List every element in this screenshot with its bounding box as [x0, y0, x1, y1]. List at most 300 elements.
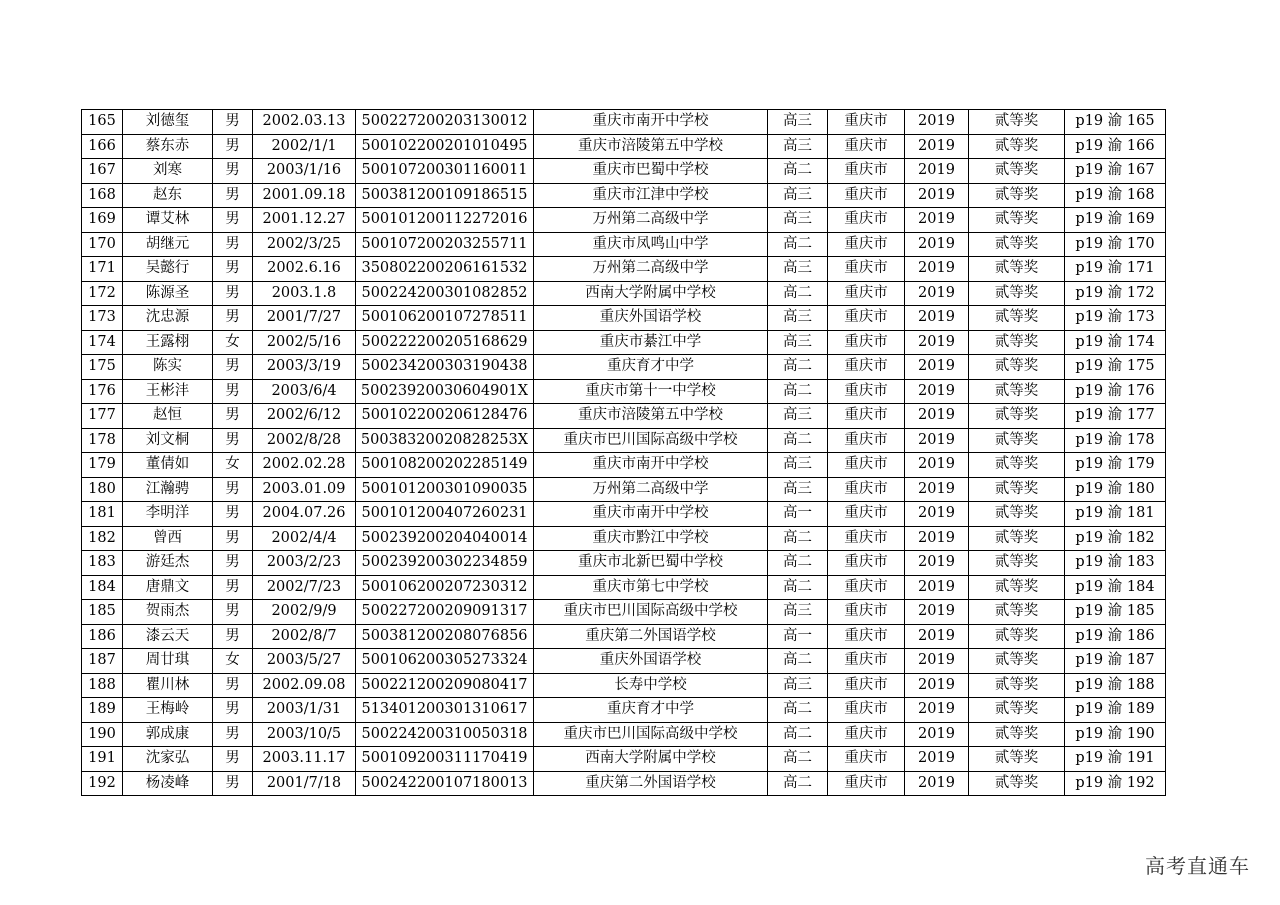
cell-city: 重庆市	[828, 257, 905, 282]
cell-name: 瞿川林	[123, 673, 213, 698]
cell-city: 重庆市	[828, 698, 905, 723]
table-row	[82, 257, 1166, 282]
cell-id-number: 500107200203255711	[356, 232, 534, 257]
cell-city: 重庆市	[828, 722, 905, 747]
cell-gender: 女	[213, 453, 253, 478]
cell-certificate-number: p19 渝 189	[1065, 698, 1166, 723]
cell-certificate-number: p19 渝 175	[1065, 355, 1166, 380]
cell-gender: 男	[213, 771, 253, 796]
table-row	[82, 673, 1166, 698]
cell-birth-date: 2002.03.13	[253, 110, 356, 135]
cell-grade: 高二	[768, 771, 828, 796]
table-row	[82, 649, 1166, 674]
cell-gender: 男	[213, 379, 253, 404]
cell-gender: 女	[213, 330, 253, 355]
cell-certificate-number: p19 渝 188	[1065, 673, 1166, 698]
cell-id-number: 500107200301160011	[356, 159, 534, 184]
cell-id-number: 500109200311170419	[356, 747, 534, 772]
table-row	[82, 183, 1166, 208]
cell-year: 2019	[905, 232, 969, 257]
cell-award-level: 贰等奖	[969, 404, 1065, 429]
cell-birth-date: 2003/10/5	[253, 722, 356, 747]
cell-award-level: 贰等奖	[969, 551, 1065, 576]
cell-grade: 高二	[768, 747, 828, 772]
cell-gender: 男	[213, 110, 253, 135]
cell-id-number: 500227200203130012	[356, 110, 534, 135]
cell-gender: 男	[213, 208, 253, 233]
cell-city: 重庆市	[828, 575, 905, 600]
cell-certificate-number: p19 渝 183	[1065, 551, 1166, 576]
cell-award-level: 贰等奖	[969, 526, 1065, 551]
cell-gender: 男	[213, 306, 253, 331]
cell-certificate-number: p19 渝 184	[1065, 575, 1166, 600]
cell-name: 周廿琪	[123, 649, 213, 674]
cell-school: 重庆市巴川国际高级中学校	[534, 428, 768, 453]
cell-city: 重庆市	[828, 110, 905, 135]
cell-birth-date: 2001/7/27	[253, 306, 356, 331]
cell-grade: 高二	[768, 428, 828, 453]
cell-certificate-number: p19 渝 179	[1065, 453, 1166, 478]
cell-birth-date: 2002/9/9	[253, 600, 356, 625]
cell-row-number: 188	[82, 673, 123, 698]
cell-city: 重庆市	[828, 183, 905, 208]
cell-year: 2019	[905, 698, 969, 723]
cell-year: 2019	[905, 281, 969, 306]
cell-birth-date: 2003.1.8	[253, 281, 356, 306]
cell-gender: 男	[213, 257, 253, 282]
cell-school: 重庆市南开中学校	[534, 502, 768, 527]
cell-grade: 高二	[768, 575, 828, 600]
cell-birth-date: 2002/6/12	[253, 404, 356, 429]
cell-name: 杨凌峰	[123, 771, 213, 796]
table-row	[82, 110, 1166, 135]
cell-row-number: 183	[82, 551, 123, 576]
cell-name: 刘德玺	[123, 110, 213, 135]
cell-grade: 高二	[768, 526, 828, 551]
cell-row-number: 166	[82, 134, 123, 159]
cell-birth-date: 2003/5/27	[253, 649, 356, 674]
cell-id-number: 500101200407260231	[356, 502, 534, 527]
cell-name: 江瀚骋	[123, 477, 213, 502]
cell-id-number: 500242200107180013	[356, 771, 534, 796]
cell-id-number: 500108200202285149	[356, 453, 534, 478]
cell-id-number: 500106200107278511	[356, 306, 534, 331]
cell-city: 重庆市	[828, 453, 905, 478]
cell-school: 重庆第二外国语学校	[534, 624, 768, 649]
cell-school: 重庆市綦江中学	[534, 330, 768, 355]
cell-grade: 高三	[768, 306, 828, 331]
cell-grade: 高三	[768, 453, 828, 478]
cell-row-number: 172	[82, 281, 123, 306]
cell-school: 重庆市黔江中学校	[534, 526, 768, 551]
cell-grade: 高三	[768, 257, 828, 282]
cell-city: 重庆市	[828, 404, 905, 429]
cell-school: 重庆市江津中学校	[534, 183, 768, 208]
cell-row-number: 168	[82, 183, 123, 208]
cell-row-number: 190	[82, 722, 123, 747]
cell-row-number: 180	[82, 477, 123, 502]
cell-grade: 高二	[768, 379, 828, 404]
cell-birth-date: 2003/6/4	[253, 379, 356, 404]
table-row	[82, 575, 1166, 600]
cell-gender: 男	[213, 600, 253, 625]
table-row	[82, 771, 1166, 796]
cell-gender: 男	[213, 232, 253, 257]
cell-award-level: 贰等奖	[969, 453, 1065, 478]
cell-row-number: 184	[82, 575, 123, 600]
cell-name: 郭成康	[123, 722, 213, 747]
cell-gender: 男	[213, 624, 253, 649]
cell-row-number: 192	[82, 771, 123, 796]
cell-school: 重庆市巴蜀中学校	[534, 159, 768, 184]
cell-gender: 男	[213, 502, 253, 527]
cell-birth-date: 2002/3/25	[253, 232, 356, 257]
cell-award-level: 贰等奖	[969, 649, 1065, 674]
cell-school: 重庆市巴川国际高级中学校	[534, 722, 768, 747]
cell-award-level: 贰等奖	[969, 183, 1065, 208]
cell-row-number: 185	[82, 600, 123, 625]
cell-certificate-number: p19 渝 185	[1065, 600, 1166, 625]
cell-id-number: 500239200204040014	[356, 526, 534, 551]
cell-gender: 女	[213, 649, 253, 674]
cell-city: 重庆市	[828, 771, 905, 796]
cell-certificate-number: p19 渝 180	[1065, 477, 1166, 502]
cell-school: 重庆市第十一中学校	[534, 379, 768, 404]
cell-award-level: 贰等奖	[969, 673, 1065, 698]
cell-row-number: 175	[82, 355, 123, 380]
cell-year: 2019	[905, 453, 969, 478]
cell-grade: 高二	[768, 722, 828, 747]
watermark-text: 高考直通车	[1145, 854, 1250, 878]
cell-name: 胡继元	[123, 232, 213, 257]
cell-id-number: 500101200112272016	[356, 208, 534, 233]
cell-award-level: 贰等奖	[969, 575, 1065, 600]
table-row	[82, 306, 1166, 331]
cell-id-number: 500101200301090035	[356, 477, 534, 502]
cell-birth-date: 2001.12.27	[253, 208, 356, 233]
cell-gender: 男	[213, 673, 253, 698]
cell-id-number: 500222200205168629	[356, 330, 534, 355]
cell-birth-date: 2002.6.16	[253, 257, 356, 282]
cell-id-number: 500381200109186515	[356, 183, 534, 208]
table-row	[82, 526, 1166, 551]
cell-award-level: 贰等奖	[969, 722, 1065, 747]
cell-award-level: 贰等奖	[969, 281, 1065, 306]
cell-school: 重庆市南开中学校	[534, 453, 768, 478]
table-row	[82, 551, 1166, 576]
cell-school: 重庆市第七中学校	[534, 575, 768, 600]
cell-id-number: 500106200305273324	[356, 649, 534, 674]
cell-gender: 男	[213, 526, 253, 551]
cell-grade: 高二	[768, 551, 828, 576]
cell-birth-date: 2001/7/18	[253, 771, 356, 796]
cell-birth-date: 2003.11.17	[253, 747, 356, 772]
cell-year: 2019	[905, 159, 969, 184]
cell-city: 重庆市	[828, 232, 905, 257]
cell-row-number: 176	[82, 379, 123, 404]
cell-year: 2019	[905, 747, 969, 772]
cell-grade: 高一	[768, 624, 828, 649]
cell-certificate-number: p19 渝 168	[1065, 183, 1166, 208]
cell-gender: 男	[213, 183, 253, 208]
cell-row-number: 171	[82, 257, 123, 282]
cell-id-number: 500224200310050318	[356, 722, 534, 747]
cell-name: 唐鼎文	[123, 575, 213, 600]
cell-name: 刘寒	[123, 159, 213, 184]
cell-city: 重庆市	[828, 306, 905, 331]
cell-birth-date: 2002/1/1	[253, 134, 356, 159]
cell-school: 重庆市北新巴蜀中学校	[534, 551, 768, 576]
cell-award-level: 贰等奖	[969, 306, 1065, 331]
cell-year: 2019	[905, 624, 969, 649]
cell-year: 2019	[905, 134, 969, 159]
cell-certificate-number: p19 渝 176	[1065, 379, 1166, 404]
cell-city: 重庆市	[828, 330, 905, 355]
cell-school: 重庆市巴川国际高级中学校	[534, 600, 768, 625]
table-row	[82, 379, 1166, 404]
cell-gender: 男	[213, 281, 253, 306]
cell-certificate-number: p19 渝 166	[1065, 134, 1166, 159]
cell-award-level: 贰等奖	[969, 110, 1065, 135]
cell-city: 重庆市	[828, 551, 905, 576]
cell-grade: 高二	[768, 698, 828, 723]
cell-school: 重庆市涪陵第五中学校	[534, 134, 768, 159]
cell-birth-date: 2003.01.09	[253, 477, 356, 502]
cell-gender: 男	[213, 159, 253, 184]
cell-id-number: 500381200208076856	[356, 624, 534, 649]
cell-certificate-number: p19 渝 192	[1065, 771, 1166, 796]
cell-school: 西南大学附属中学校	[534, 281, 768, 306]
cell-award-level: 贰等奖	[969, 771, 1065, 796]
cell-gender: 男	[213, 698, 253, 723]
cell-name: 董倩如	[123, 453, 213, 478]
cell-birth-date: 2003/2/23	[253, 551, 356, 576]
cell-city: 重庆市	[828, 208, 905, 233]
cell-certificate-number: p19 渝 169	[1065, 208, 1166, 233]
table-row	[82, 330, 1166, 355]
table-row	[82, 624, 1166, 649]
cell-birth-date: 2003/3/19	[253, 355, 356, 380]
cell-school: 重庆市南开中学校	[534, 110, 768, 135]
cell-award-level: 贰等奖	[969, 747, 1065, 772]
cell-certificate-number: p19 渝 191	[1065, 747, 1166, 772]
cell-school: 重庆育才中学	[534, 355, 768, 380]
cell-city: 重庆市	[828, 355, 905, 380]
cell-certificate-number: p19 渝 173	[1065, 306, 1166, 331]
cell-certificate-number: p19 渝 167	[1065, 159, 1166, 184]
cell-year: 2019	[905, 306, 969, 331]
cell-award-level: 贰等奖	[969, 502, 1065, 527]
cell-grade: 高三	[768, 673, 828, 698]
cell-school: 重庆市涪陵第五中学校	[534, 404, 768, 429]
cell-name: 赵恒	[123, 404, 213, 429]
cell-school: 重庆外国语学校	[534, 649, 768, 674]
cell-school: 重庆外国语学校	[534, 306, 768, 331]
cell-city: 重庆市	[828, 747, 905, 772]
cell-grade: 高三	[768, 208, 828, 233]
cell-school: 重庆第二外国语学校	[534, 771, 768, 796]
cell-birth-date: 2002/5/16	[253, 330, 356, 355]
cell-city: 重庆市	[828, 159, 905, 184]
table-row	[82, 355, 1166, 380]
cell-year: 2019	[905, 649, 969, 674]
cell-city: 重庆市	[828, 379, 905, 404]
cell-year: 2019	[905, 208, 969, 233]
cell-year: 2019	[905, 771, 969, 796]
cell-year: 2019	[905, 722, 969, 747]
cell-certificate-number: p19 渝 181	[1065, 502, 1166, 527]
award-list-table	[81, 109, 1166, 796]
cell-name: 李明洋	[123, 502, 213, 527]
cell-name: 曾西	[123, 526, 213, 551]
cell-grade: 高三	[768, 330, 828, 355]
table-row	[82, 698, 1166, 723]
cell-certificate-number: p19 渝 190	[1065, 722, 1166, 747]
table-row	[82, 477, 1166, 502]
cell-birth-date: 2003/1/31	[253, 698, 356, 723]
table-row	[82, 134, 1166, 159]
cell-grade: 高二	[768, 649, 828, 674]
cell-row-number: 181	[82, 502, 123, 527]
cell-certificate-number: p19 渝 187	[1065, 649, 1166, 674]
cell-city: 重庆市	[828, 502, 905, 527]
cell-row-number: 167	[82, 159, 123, 184]
cell-id-number: 500234200303190438	[356, 355, 534, 380]
cell-award-level: 贰等奖	[969, 698, 1065, 723]
cell-grade: 高三	[768, 477, 828, 502]
cell-id-number: 513401200301310617	[356, 698, 534, 723]
cell-city: 重庆市	[828, 624, 905, 649]
cell-year: 2019	[905, 526, 969, 551]
cell-year: 2019	[905, 477, 969, 502]
cell-city: 重庆市	[828, 428, 905, 453]
cell-gender: 男	[213, 747, 253, 772]
cell-city: 重庆市	[828, 477, 905, 502]
cell-school: 重庆育才中学	[534, 698, 768, 723]
cell-city: 重庆市	[828, 600, 905, 625]
cell-city: 重庆市	[828, 134, 905, 159]
cell-birth-date: 2002/8/28	[253, 428, 356, 453]
cell-birth-date: 2002/7/23	[253, 575, 356, 600]
table-row	[82, 404, 1166, 429]
cell-grade: 高三	[768, 134, 828, 159]
cell-grade: 高三	[768, 404, 828, 429]
cell-birth-date: 2004.07.26	[253, 502, 356, 527]
cell-award-level: 贰等奖	[969, 624, 1065, 649]
cell-row-number: 169	[82, 208, 123, 233]
cell-row-number: 182	[82, 526, 123, 551]
table-row	[82, 281, 1166, 306]
cell-year: 2019	[905, 575, 969, 600]
cell-gender: 男	[213, 355, 253, 380]
cell-id-number: 500239200302234859	[356, 551, 534, 576]
cell-name: 王梅岭	[123, 698, 213, 723]
cell-award-level: 贰等奖	[969, 232, 1065, 257]
cell-grade: 高二	[768, 281, 828, 306]
cell-certificate-number: p19 渝 174	[1065, 330, 1166, 355]
cell-grade: 高三	[768, 600, 828, 625]
cell-award-level: 贰等奖	[969, 134, 1065, 159]
cell-name: 刘文桐	[123, 428, 213, 453]
table-row	[82, 208, 1166, 233]
cell-name: 吴懿行	[123, 257, 213, 282]
cell-grade: 高三	[768, 110, 828, 135]
cell-name: 漆云天	[123, 624, 213, 649]
cell-gender: 男	[213, 477, 253, 502]
cell-row-number: 179	[82, 453, 123, 478]
cell-row-number: 177	[82, 404, 123, 429]
cell-id-number: 500102200206128476	[356, 404, 534, 429]
cell-year: 2019	[905, 428, 969, 453]
cell-id-number: 500221200209080417	[356, 673, 534, 698]
cell-row-number: 187	[82, 649, 123, 674]
cell-award-level: 贰等奖	[969, 208, 1065, 233]
cell-school: 万州第二高级中学	[534, 477, 768, 502]
cell-gender: 男	[213, 551, 253, 576]
cell-city: 重庆市	[828, 526, 905, 551]
cell-award-level: 贰等奖	[969, 379, 1065, 404]
cell-school: 万州第二高级中学	[534, 208, 768, 233]
cell-row-number: 173	[82, 306, 123, 331]
cell-year: 2019	[905, 330, 969, 355]
cell-year: 2019	[905, 673, 969, 698]
cell-row-number: 174	[82, 330, 123, 355]
cell-school: 万州第二高级中学	[534, 257, 768, 282]
table-row	[82, 428, 1166, 453]
cell-award-level: 贰等奖	[969, 477, 1065, 502]
cell-certificate-number: p19 渝 182	[1065, 526, 1166, 551]
cell-id-number: 500227200209091317	[356, 600, 534, 625]
cell-certificate-number: p19 渝 165	[1065, 110, 1166, 135]
cell-certificate-number: p19 渝 186	[1065, 624, 1166, 649]
table-body	[82, 110, 1166, 796]
cell-school: 长寿中学校	[534, 673, 768, 698]
cell-grade: 高二	[768, 159, 828, 184]
cell-grade: 高二	[768, 232, 828, 257]
cell-row-number: 170	[82, 232, 123, 257]
cell-row-number: 186	[82, 624, 123, 649]
cell-birth-date: 2003/1/16	[253, 159, 356, 184]
cell-id-number: 500102200201010495	[356, 134, 534, 159]
cell-year: 2019	[905, 600, 969, 625]
cell-row-number: 191	[82, 747, 123, 772]
cell-award-level: 贰等奖	[969, 257, 1065, 282]
cell-birth-date: 2002/4/4	[253, 526, 356, 551]
cell-name: 蔡东赤	[123, 134, 213, 159]
cell-gender: 男	[213, 134, 253, 159]
cell-certificate-number: p19 渝 172	[1065, 281, 1166, 306]
cell-id-number: 50023920030604901X	[356, 379, 534, 404]
cell-row-number: 178	[82, 428, 123, 453]
cell-id-number: 350802200206161532	[356, 257, 534, 282]
cell-city: 重庆市	[828, 281, 905, 306]
cell-award-level: 贰等奖	[969, 159, 1065, 184]
cell-birth-date: 2002.09.08	[253, 673, 356, 698]
cell-name: 陈实	[123, 355, 213, 380]
cell-name: 赵东	[123, 183, 213, 208]
cell-award-level: 贰等奖	[969, 428, 1065, 453]
cell-year: 2019	[905, 379, 969, 404]
table-row	[82, 747, 1166, 772]
cell-award-level: 贰等奖	[969, 355, 1065, 380]
cell-year: 2019	[905, 183, 969, 208]
cell-row-number: 165	[82, 110, 123, 135]
cell-year: 2019	[905, 502, 969, 527]
cell-year: 2019	[905, 355, 969, 380]
cell-birth-date: 2001.09.18	[253, 183, 356, 208]
cell-certificate-number: p19 渝 170	[1065, 232, 1166, 257]
cell-certificate-number: p19 渝 178	[1065, 428, 1166, 453]
